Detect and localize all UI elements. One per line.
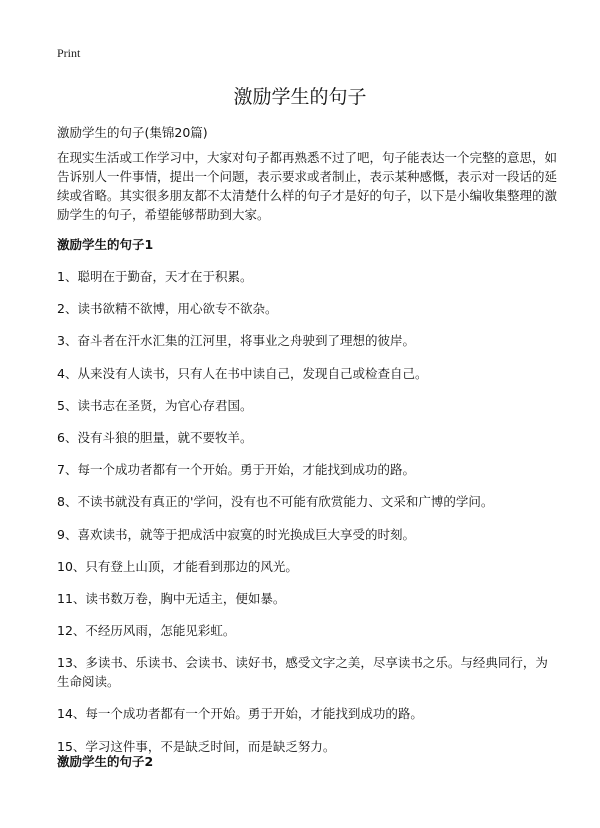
list-item: 11、读书数万卷，胸中无适主，便如暴。 [57, 590, 286, 606]
section-heading-1: 激励学生的句子1 [57, 237, 154, 252]
print-label[interactable]: Print [57, 46, 81, 60]
list-item: 5、读书志在圣贤，为官心存君国。 [57, 397, 253, 413]
section-heading-2: 激励学生的句子2 [57, 754, 154, 769]
list-item: 7、每一个成功者都有一个开始。勇于开始，才能找到成功的路。 [57, 462, 415, 478]
list-item: 15、学习这件事，不是缺乏时间，而是缺乏努力。 [57, 738, 336, 754]
intro-paragraph: 在现实生活或工作学习中，大家对句子都再熟悉不过了吧，句子能表达一个完整的意思，如告诉别人一件事情，提出一个问题，表示要求或者制止，表示某种感慨，表示对一段话的延续或省略。其实很多朋友都不太清楚什么样的句子才是好的句子，以下是小编收集整理的激励学生的句子，希望能够帮助到大家。 [57, 150, 558, 222]
list-item: 14、每一个成功者都有一个开始。勇于开始，才能找到成功的路。 [57, 706, 423, 722]
list-item: 8、不读书就没有真正的'学问，没有也不可能有欣赏能力、文采和广博的学问。 [57, 494, 494, 510]
list-item: 10、只有登上山顶，才能看到那边的风光。 [57, 558, 298, 574]
list-item: 9、喜欢读书，就等于把成活中寂寞的时光换成巨大享受的时刻。 [57, 526, 415, 542]
list-item: 13、多读书、乐读书、会读书、读好书，感受文字之美，尽享读书之乐。与经典同行，为生命阅读。 [57, 655, 548, 690]
list-item: 2、读书欲精不欲博，用心欲专不欲杂。 [57, 301, 278, 317]
list-item: 4、从来没有人读书，只有人在书中读自己，发现自己或检查自己。 [57, 365, 428, 381]
list-item: 1、聪明在于勤奋，天才在于积累。 [57, 269, 253, 284]
document-subtitle: 激励学生的句子(集锦20篇) [57, 125, 208, 140]
list-item: 6、没有斗狼的胆量，就不要牧羊。 [57, 429, 253, 445]
sentence-list [57, 267, 557, 769]
page-title: 激励学生的句子 [233, 86, 367, 108]
list-item: 3、奋斗者在汗水汇集的江河里，将事业之舟驶到了理想的彼岸。 [57, 333, 415, 349]
list-item: 12、不经历风雨，怎能见彩虹。 [57, 623, 236, 639]
